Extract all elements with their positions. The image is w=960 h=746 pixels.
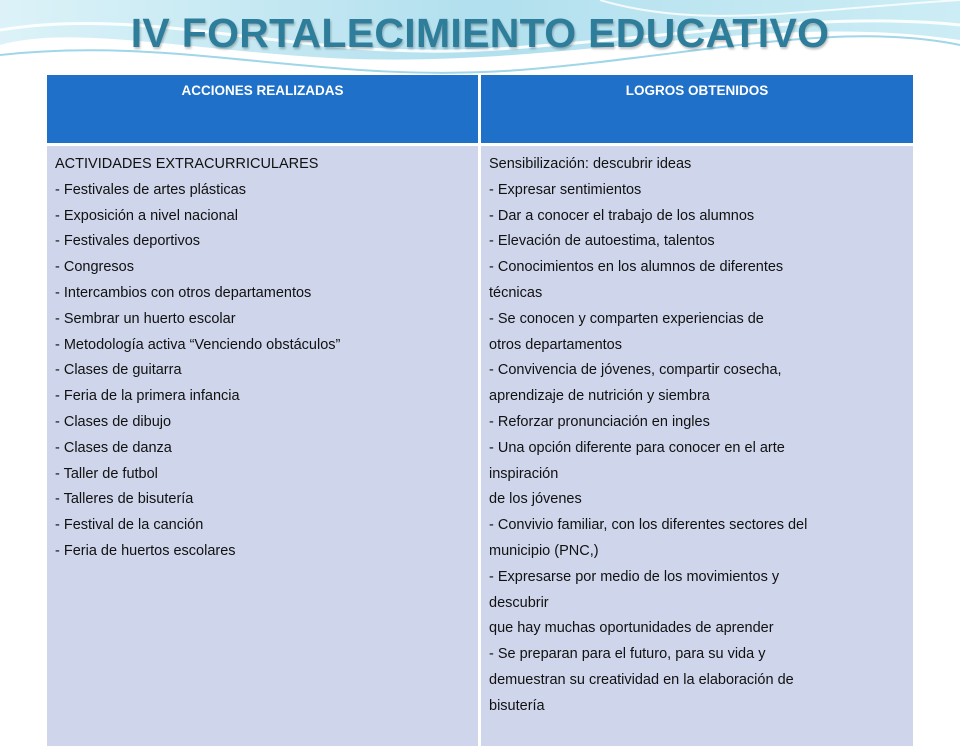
- achievements-table: [47, 75, 913, 735]
- acciones-line: - Clases de danza: [55, 439, 172, 456]
- acciones-line: - Taller de futbol: [55, 465, 158, 482]
- logros-line: - Se conocen y comparten experiencias de: [489, 310, 764, 327]
- header-acciones-realizadas: ACCIONES REALIZADAS: [47, 75, 478, 143]
- logros-line: - Una opción diferente para conocer en el arte: [489, 439, 785, 456]
- header-logros-obtenidos: LOGROS OBTENIDOS: [481, 75, 913, 143]
- acciones-line: - Intercambios con otros departamentos: [55, 284, 312, 301]
- logros-line: bisutería: [489, 697, 545, 714]
- logros-line: otros departamentos: [489, 336, 622, 353]
- logros-line: que hay muchas oportunidades de aprender: [489, 620, 774, 637]
- logros-line: aprendizaje de nutrición y siembra: [489, 388, 710, 405]
- acciones-line: - Feria de huertos escolares: [55, 542, 236, 559]
- slide-title: IV FORTALECIMIENTO EDUCATIVO: [130, 10, 830, 56]
- acciones-line: - Feria de la primera infancia: [55, 388, 240, 405]
- logros-line: inspiración: [489, 465, 559, 482]
- logros-line: - Convivencia de jóvenes, compartir cosecha,: [489, 362, 782, 379]
- logros-line: demuestran su creatividad en la elaboración de: [489, 671, 794, 688]
- acciones-line: - Congresos: [55, 259, 134, 276]
- logros-line: - Convivio familiar, con los diferentes sectores del: [489, 517, 808, 534]
- logros-line: - Reforzar pronunciación en ingles: [489, 413, 710, 430]
- acciones-line: - Metodología activa “Venciendo obstáculos”: [55, 336, 341, 353]
- acciones-line: - Clases de guitarra: [55, 362, 182, 379]
- logros-line: Sensibilización: descubrir ideas: [489, 156, 692, 172]
- logros-line: - Se preparan para el futuro, para su vida y: [489, 646, 766, 663]
- acciones-line: - Festivales de artes plásticas: [55, 181, 246, 198]
- logros-cell: [481, 146, 913, 746]
- logros-line: técnicas: [489, 284, 543, 301]
- logros-line: municipio (PNC,): [489, 542, 599, 559]
- acciones-line: - Talleres de bisutería: [55, 491, 194, 508]
- logros-line: descubrir: [489, 594, 549, 611]
- acciones-line: - Exposición a nivel nacional: [55, 207, 238, 224]
- logros-line: - Elevación de autoestima, talentos: [489, 233, 715, 250]
- acciones-cell: [47, 146, 478, 746]
- logros-line: - Expresarse por medio de los movimientos y: [489, 568, 780, 585]
- acciones-line: - Festival de la canción: [55, 517, 204, 534]
- logros-line: - Dar a conocer el trabajo de los alumnos: [489, 207, 755, 224]
- acciones-line: - Festivales deportivos: [55, 233, 201, 250]
- logros-line: - Conocimientos en los alumnos de diferentes: [489, 259, 784, 276]
- logros-line: - Expresar sentimientos: [489, 181, 642, 198]
- acciones-line: - Clases de dibujo: [55, 413, 172, 430]
- acciones-line: ACTIVIDADES EXTRACURRICULARES: [55, 156, 319, 172]
- logros-line: de los jóvenes: [489, 491, 582, 508]
- acciones-line: - Sembrar un huerto escolar: [55, 310, 236, 327]
